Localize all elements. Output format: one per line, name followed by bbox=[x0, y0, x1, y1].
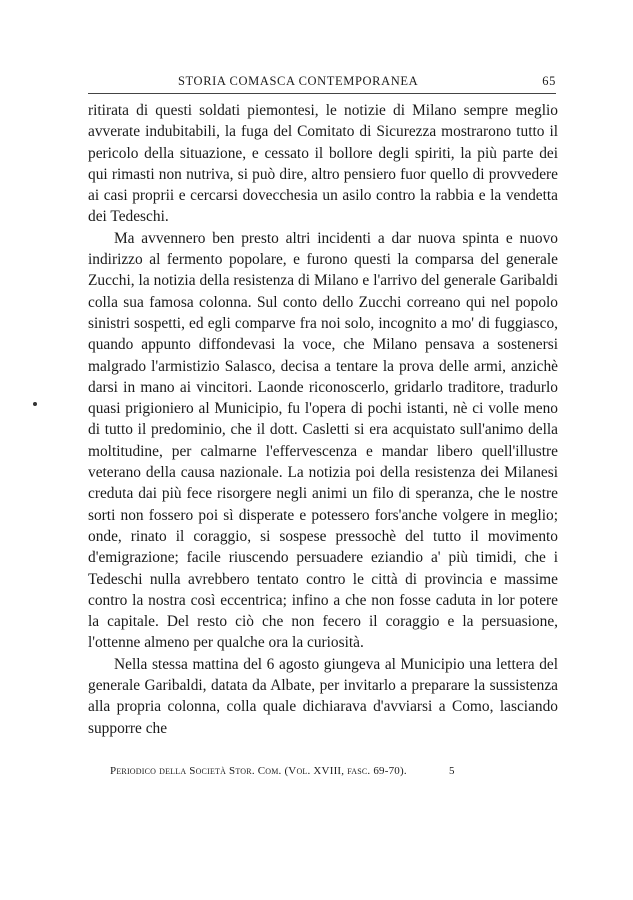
header-rule bbox=[88, 93, 556, 94]
footer-signature-mark: 5 bbox=[449, 765, 455, 777]
margin-dot-mark bbox=[33, 402, 37, 406]
paragraph-3: Nella stessa mattina del 6 agosto giungeva al Municipio una lettera del generale Garibaldi, datata da Albate, per invitarlo a preparare la sussistenza alla propria colonna, colla quale dichiarava d'avviarsi a Como, lasciando supporre che bbox=[88, 655, 558, 737]
page-number: 65 bbox=[542, 74, 556, 88]
running-head bbox=[88, 70, 556, 90]
running-title: STORIA COMASCA CONTEMPORANEA bbox=[178, 74, 419, 88]
footer-journal-line: Periodico della Società Stor. Com. (Vol. XVIII, fasc. 69-70). bbox=[110, 765, 407, 777]
paragraph-2: Ma avvennero ben presto altri incidenti a dar nuova spinta e nuovo indirizzo al fermento popolare, e furono questi la comparsa del generale Zucchi, la notizia della resistenza di Milano e l'arrivo del generale Garibaldi colla sua famosa colonna. Sul conto dello Zucchi correano qui nel popolo sinistri sospetti, ed egli comparve fra noi solo, incognito a mo' di fuggiasco, quando appunto diffondevasi la voce, che Milano pensava a sostenersi malgrado l'armistizio Salasco, decisa a tentare la prova delle armi, anzichè darsi in mano ai vincitori. Laonde riconoscerlo, gridarlo traditore, tradurlo quasi prigioniero al Municipio, fu l'opera di pochi istanti, nè ci volle meno di tutto il predominio, che il dott. Casletti si era acquistato sull'animo della moltitudine, per calmarne l'effervescenza e mandar libero quell'illustre veterano della causa nazionale. La notizia poi della resistenza dei Milanesi creduta dai più fece risorgere negli animi un filo di speranza, che le nostre sorti non fossero poi sì disperate e potessero fors'anche volgere in meglio; onde, rinato il coraggio, si sospese pressochè del tutto il movimento d'emigrazione; facile riuscendo persuadere eziandio a' più timidi, che i Tedeschi nulla avrebbero tentato contro le città di provincia e massime contro la nostra così eccentrica; infino a che non fosse caduta in lor potere la capitale. Del resto ciò che non fecero il coraggio e la persuasione, l'ottenne almeno per qualche ora la curiosità. bbox=[88, 229, 558, 652]
body-text bbox=[88, 100, 558, 739]
paragraph-1: ritirata di questi soldati piemontesi, le notizie di Milano sempre meglio avverate indubitabili, la fuga del Comitato di Sicurezza mostrarono tutto il pericolo della situazione, e cessato il bollore degli spiriti, la più parte dei qui rimasti non nutriva, si può dire, altro pensiero fuor quello di provvedere ai casi proprii e cercarsi dovecchesia un asilo contro la rabbia e la vendetta dei Tedeschi. bbox=[88, 102, 558, 226]
